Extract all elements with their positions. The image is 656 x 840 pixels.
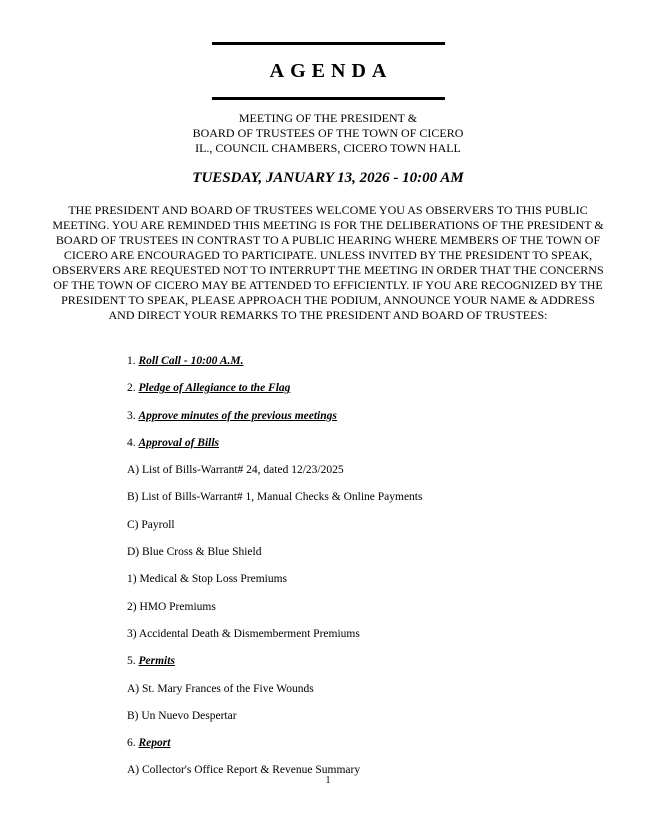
agenda-subitem: 3) Accidental Death & Dismemberment Premiums (127, 627, 360, 640)
agenda-subitem: B) Un Nuevo Despertar (127, 709, 237, 722)
agenda-item-minutes: 3. Approve minutes of the previous meetings (127, 409, 337, 422)
meeting-info (0, 111, 656, 156)
meeting-line: MEETING OF THE PRESIDENT & (238, 111, 418, 125)
agenda-subitem: 1) Medical & Stop Loss Premiums (127, 573, 288, 586)
agenda-subitem: 2) HMO Premiums (127, 600, 216, 613)
agenda-subitem: A) Collector's Office Report & Revenue Summary (127, 764, 361, 777)
welcome-statement: THE PRESIDENT AND BOARD OF TRUSTEES WELCOME YOU AS OBSERVERS TO THIS PUBLIC MEETING. YOU ARE REMINDED THIS MEETING IS FOR THE DELIBERATIONS OF THE PRESIDENT & BOARD OF TRUSTEES IN CONTRAST TO A PUBLIC HEARING WHERE MEMBERS OF THE TOWN OF CICERO ARE ENCOURAGED TO PARTICIPATE. UNLESS INVITED BY THE PRESIDENT TO SPEAK, OBSERVERS ARE REQUESTED NOT TO INTERRUPT THE MEETING IN ORDER THAT THE CONCERNS OF THE TOWN OF CICERO MAY BE ATTENDED TO EFFICIENTLY. IF YOU ARE RECOGNIZED BY THE PRESIDENT TO SPEAK, PLEASE APPROACH THE PODIUM, ANNOUNCE YOUR NAME & ADDRESS AND DIRECT YOUR REMARKS TO THE PRESIDENT AND BOARD OF TRUSTEES: (52, 203, 604, 322)
meeting-line: BOARD OF TRUSTEES OF THE TOWN OF CICERO (192, 126, 464, 140)
title-bottom-rule (212, 97, 445, 100)
agenda-list (127, 354, 597, 791)
agenda-item-pledge: 2. Pledge of Allegiance to the Flag (127, 382, 291, 395)
agenda-subitem: A) List of Bills-Warrant# 24, dated 12/23/2025 (127, 464, 344, 477)
agenda-subitem: C) Payroll (127, 518, 175, 531)
agenda-item-permits: 5. Permits (127, 655, 175, 668)
agenda-subitem: D) Blue Cross & Blue Shield (127, 546, 262, 559)
agenda-item-report: 6. Report (127, 737, 171, 750)
agenda-subitem: B) List of Bills-Warrant# 1, Manual Checks & Online Payments (127, 491, 423, 504)
page-title: AGENDA (269, 60, 393, 82)
agenda-item-roll-call: 1. Roll Call - 10:00 A.M. (127, 355, 244, 367)
page-number: 1 (325, 775, 331, 786)
title-top-rule (212, 42, 445, 45)
agenda-item-bills: 4. Approval of Bills (127, 436, 220, 449)
meeting-date: TUESDAY, JANUARY 13, 2026 - 10:00 AM (192, 170, 464, 186)
agenda-subitem: A) St. Mary Frances of the Five Wounds (127, 682, 314, 695)
meeting-line: IL., COUNCIL CHAMBERS, CICERO TOWN HALL (195, 141, 461, 155)
